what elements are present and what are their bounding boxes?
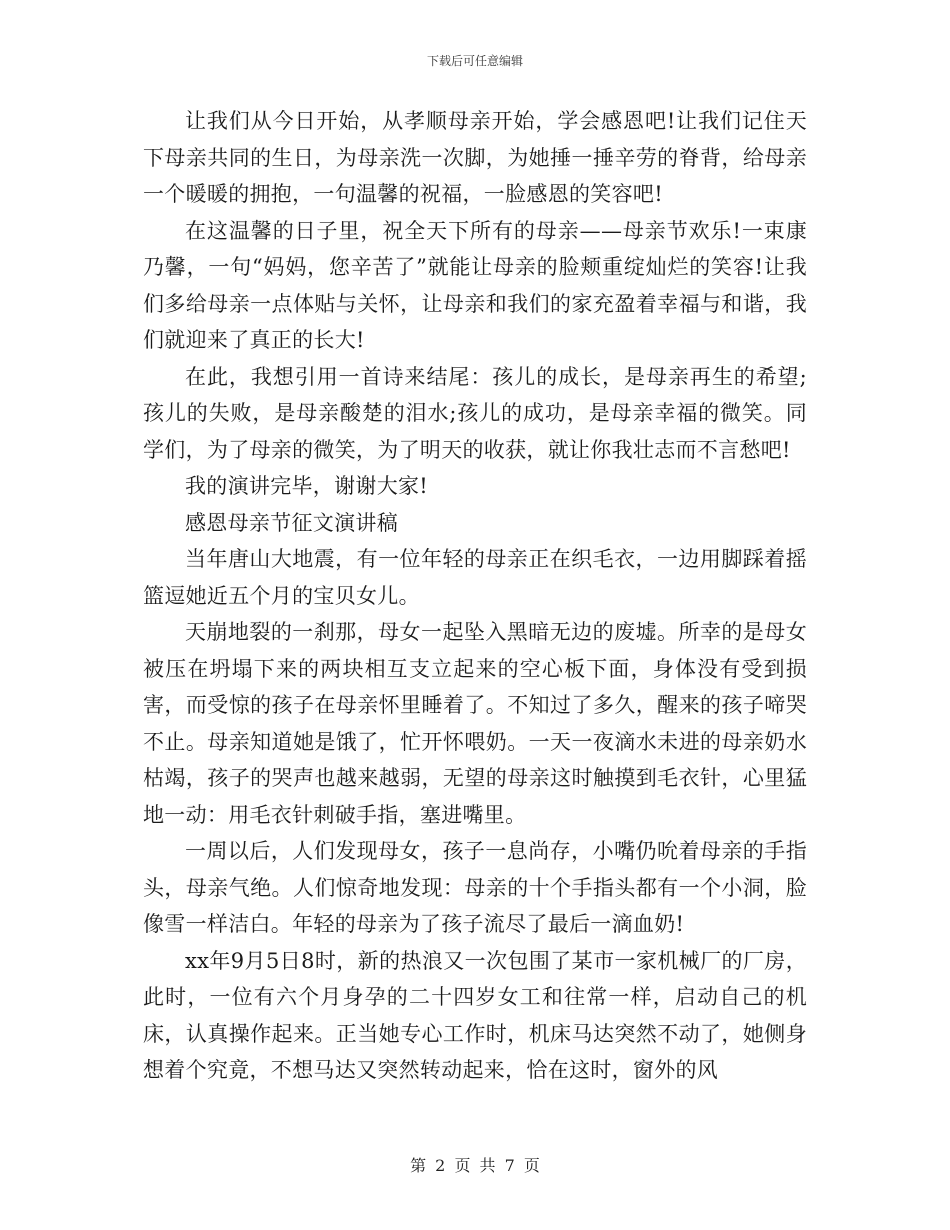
paragraph-3: 在此，我想引用一首诗来结尾：孩儿的成长，是母亲再生的希望;孩儿的失败，是母亲酸楚的泪水;孩儿的成功，是母亲幸福的微笑。同学们，为了母亲的微笑，为了明天的收获，就让你我壮志而不言愁吧! [143,364,807,462]
paragraph-7: 天崩地裂的一刹那，母女一起坠入黑暗无边的废墟。所幸的是母女被压在坍塌下来的两块相互支立起来的空心板下面，身体没有受到损害，而受惊的孩子在母亲怀里睡着了。不知过了多久，醒来的孩子啼哭不止。母亲知道她是饿了，忙开怀喂奶。一天一夜滴水未进的母亲奶水枯竭，孩子的哭声也越来越弱，无望的母亲这时触摸到毛衣针，心里猛地一动：用毛衣针刺破手指，塞进嘴里。 [143,620,807,827]
paragraph-6: 当年唐山大地震，有一位年轻的母亲正在织毛衣，一边用脚踩着摇篮逗她近五个月的宝贝女儿。 [143,547,807,608]
section-title: 感恩母亲节征文演讲稿 [185,510,398,535]
paragraph-8: 一周以后，人们发现母女，孩子一息尚存，小嘴仍吮着母亲的手指头，母亲气绝。人们惊奇地发现：母亲的十个手指头都有一个小洞，脸像雪一样洁白。年轻的母亲为了孩子流尽了最后一滴血奶! [143,839,807,936]
page-footer: 第 2 页 共 7 页 [410,1156,540,1175]
paragraph-1: 让我们从今日开始，从孝顺母亲开始，学会感恩吧!让我们记住天下母亲共同的生日，为母亲洗一次脚，为她捶一捶辛劳的脊背，给母亲一个暖暖的拥抱，一句温馨的祝福，一脸感恩的笑容吧! [143,109,807,206]
paragraph-9: xx年9月5日8时，新的热浪又一次包围了某市一家机械厂的厂房，此时，一位有六个月身孕的二十四岁女工和往常一样，启动自己的机床，认真操作起来。正当她专心工作时，机床马达突然不动了，她侧身想着个究竟，不想马达又突然转动起来，恰在这时，窗外的风 [143,948,807,1082]
paragraph-2: 在这温馨的日子里，祝全天下所有的母亲——母亲节欢乐!一束康乃馨，一句“妈妈，您辛苦了”就能让母亲的脸颊重绽灿烂的笑容!让我们多给母亲一点体贴与关怀，让母亲和我们的家充盈着幸福与和谐，我们就迎来了真正的长大! [143,218,807,352]
document-body [143,103,807,1089]
paragraph-4: 我的演讲完毕，谢谢大家! [185,474,429,498]
page-header: 下载后可任意编辑 [426,54,523,68]
